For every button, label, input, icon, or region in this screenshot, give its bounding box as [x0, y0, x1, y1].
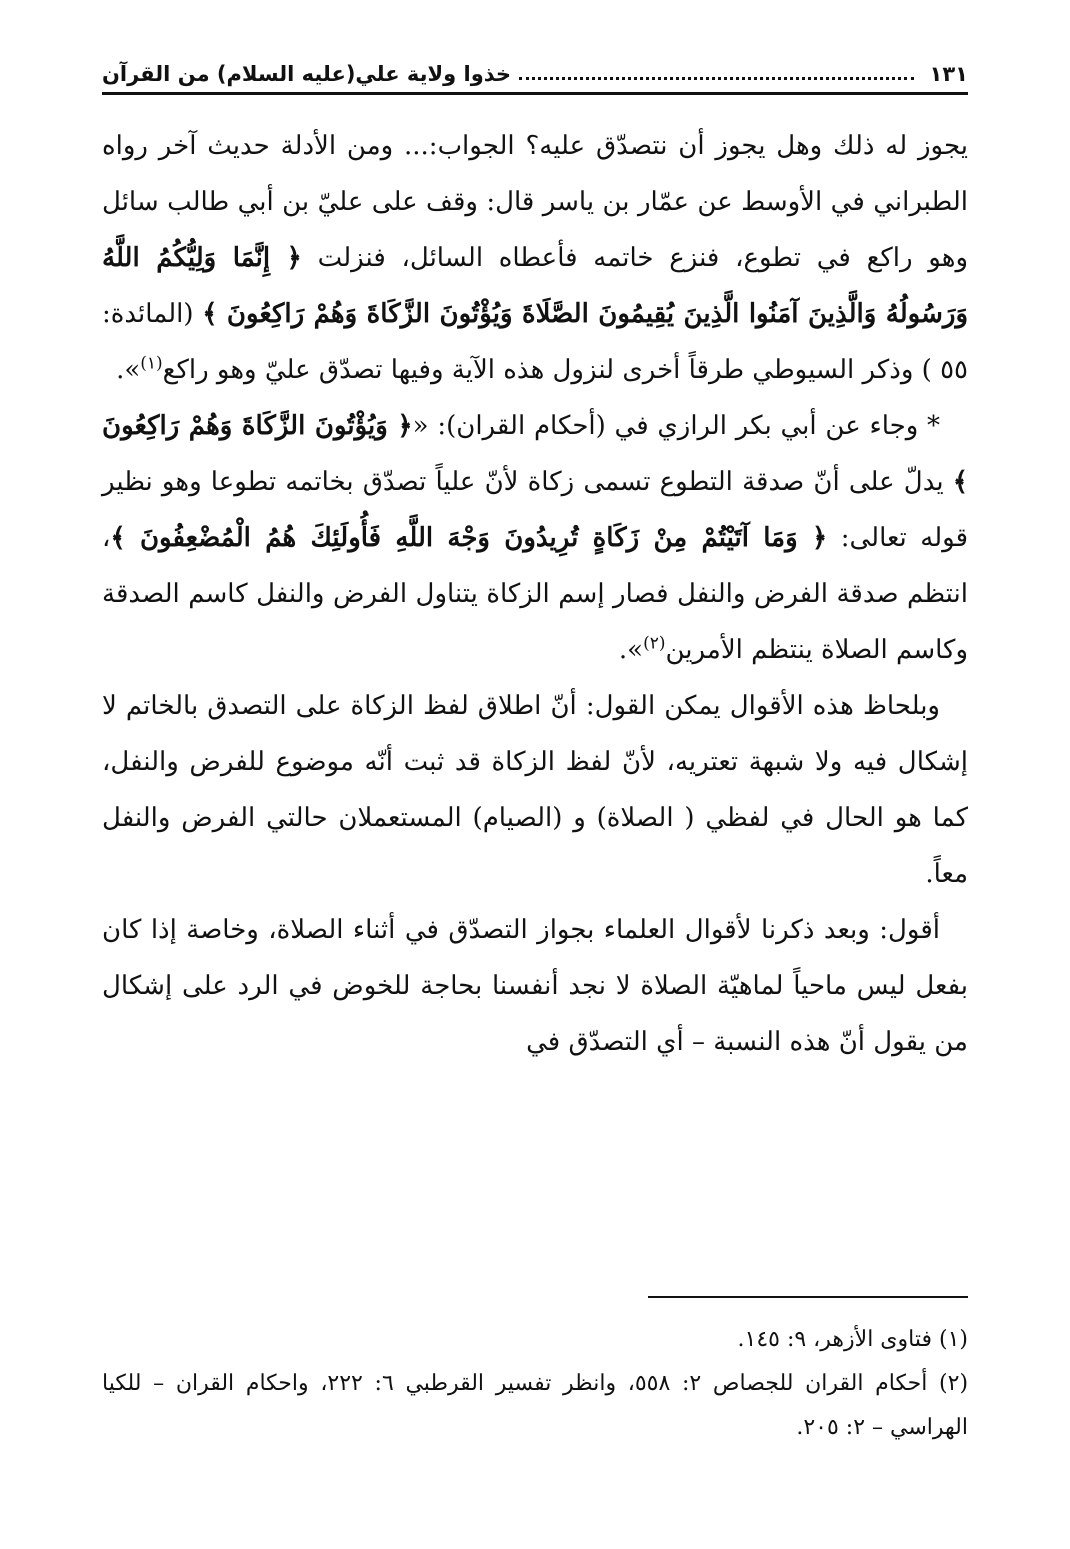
paragraph-2	[102, 398, 968, 678]
quran-verse-2: ﴿ وَيُؤْتُونَ الزَّكَاةَ وَهُمْ رَاكِعُونَ ﴾	[102, 411, 969, 497]
quran-verse-3: ﴿ وَمَا آتَيْتُمْ مِنْ زَكَاةٍ تُرِيدُونَ وَجْهَ اللَّهِ فَأُولَئِكَ هُمُ الْمُضْعِفُونَ ﴾	[110, 523, 828, 553]
paragraph-1-end: ».	[116, 355, 141, 385]
paragraph-1	[102, 118, 968, 398]
header-title: خذوا ولاية علي(عليه السلام) من القرآن	[102, 62, 512, 86]
header-rule	[102, 92, 968, 95]
footnote-separator	[648, 1296, 968, 1298]
footnote-ref-1: (١)	[140, 353, 163, 374]
quran-verse-1: ﴿ إِنَّمَا وَلِيُّكُمُ اللَّهُ وَرَسُولُهُ وَالَّذِينَ آمَنُوا الَّذِينَ يُقِيمُونَ الصَّلَاةَ وَيُؤْتُونَ الزَّكَاةَ وَهُمْ رَاكِعُونَ ﴾	[102, 243, 968, 329]
paragraph-3: وبلحاظ هذه الأقوال يمكن القول: أنّ اطلاق لفظ الزكاة على التصدق بالخاتم لا إشكال فيه ولا شبهة تعتريه، لأنّ لفظ الزكاة قد ثبت أنّه موضوع للفرض والنفل، كما هو الحال في لفظي ( الصلاة) و (الصيام) المستعملان حالتي الفرض والنفل معاً.	[102, 691, 968, 889]
main-text	[102, 118, 968, 1070]
paragraph-2-text-mid: يدلّ على أنّ صدقة التطوع تسمى زكاة لأنّ علياً تصدّق بخاتمه تطوعا وهو نظير قوله تعالى:	[102, 467, 969, 553]
page-number: ١٣١	[929, 62, 968, 86]
running-header	[102, 46, 968, 86]
footnotes	[102, 1318, 968, 1450]
footnote-ref-2: (٢)	[643, 633, 666, 654]
header-dot-leader	[519, 76, 914, 80]
paragraph-2-text: * وجاء عن أبي بكر الرازي في (أحكام القران): «	[412, 411, 941, 441]
paragraph-2-text-cont: ، انتظم صدقة الفرض والنفل فصار إسم الزكاة يتناول الفرض والنفل كاسم الصدقة وكاسم الصلاة ينتظم الأمرين	[102, 523, 968, 665]
paragraph-4: أقول: وبعد ذكرنا لأقوال العلماء بجواز التصدّق في أثناء الصلاة، وخاصة إذا كان بفعل ليس ماحياً لماهيّة الصلاة لا نجد أنفسنا بحاجة للخوض في الرد على إشكال من يقول أنّ هذه النسبة – أي التصدّق في	[102, 915, 968, 1057]
paragraph-1-text-cont: (المائدة: ٥٥ ) وذكر السيوطي طرقاً أخرى لنزول هذه الآية وفيها تصدّق عليّ وهو راكع	[102, 299, 968, 385]
paragraph-1-text: يجوز له ذلك وهل يجوز أن نتصدّق عليه؟ الجواب:... ومن الأدلة حديث آخر رواه الطبراني في الأوسط عن عمّار بن ياسر قال: وقف على عليّ بن أبي طالب سائل وهو راكع في تطوع، فنزع خاتمه فأعطاه السائل، فنزلت	[102, 131, 969, 273]
footnote-1: (١) فتاوى الأزهر، ٩: ١٤٥.	[737, 1327, 968, 1352]
footnote-2: (٢) أحكام القران للجصاص ٢: ٥٥٨، وانظر تفسير القرطبي ٦: ٢٢٢، واحكام القران – للكيا الهراسي – ٢: ٢٠٥.	[102, 1371, 969, 1440]
paragraph-2-end: ».	[618, 635, 644, 665]
